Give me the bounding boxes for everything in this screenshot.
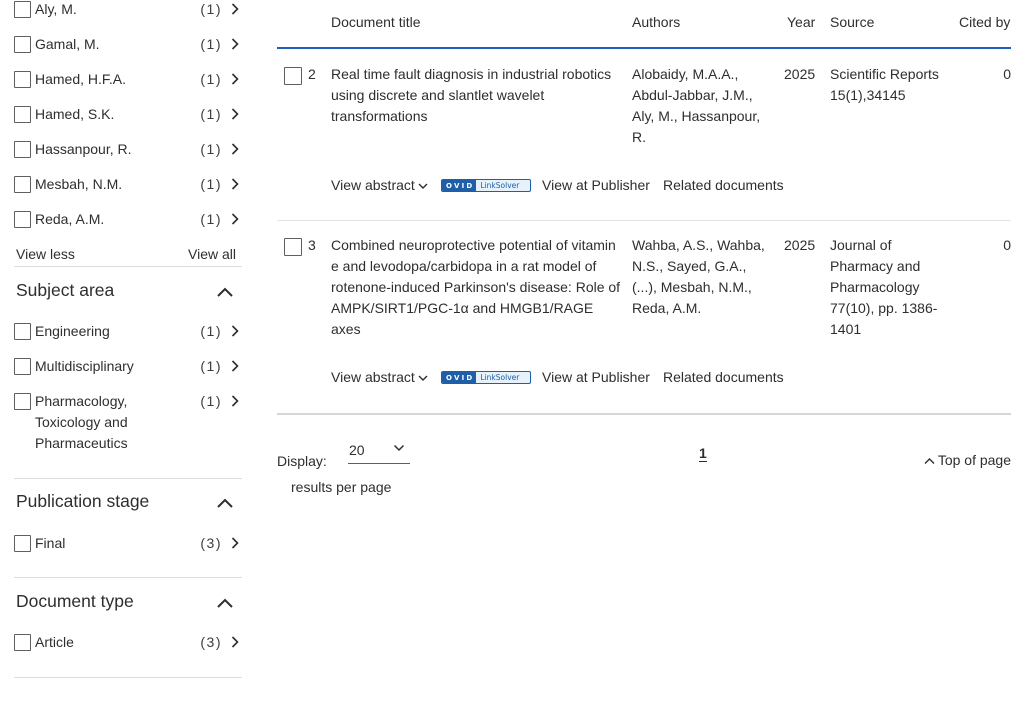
- top-of-page-link[interactable]: [924, 452, 1011, 468]
- results-table: [277, 0, 1011, 723]
- filter-count: (1): [200, 141, 222, 157]
- results-per-page-select[interactable]: [348, 440, 410, 464]
- filter-count: (1): [200, 1, 222, 17]
- filter-label: Hassanpour, R.: [35, 141, 132, 157]
- chevron-right-icon[interactable]: [228, 324, 242, 338]
- divider: [14, 677, 242, 678]
- chevron-right-icon[interactable]: [228, 359, 242, 373]
- authors-cell[interactable]: Alobaidy, M.A.A., Abdul-Jabbar, J.M., Aly, M., Hassanpour, R.: [632, 66, 761, 145]
- checkbox[interactable]: [14, 323, 31, 340]
- chevron-up-icon[interactable]: [214, 492, 236, 514]
- checkbox[interactable]: [14, 1, 31, 18]
- document-title-link[interactable]: Real time fault diagnosis in industrial robotics using discrete and slantlet wavelet transformations: [331, 66, 612, 124]
- filter-count: (1): [200, 323, 222, 339]
- top-of-page-label: Top of page: [937, 452, 1011, 468]
- cited-by-count: 0: [1003, 237, 1011, 253]
- checkbox[interactable]: [14, 176, 31, 193]
- view-abstract-label: View abstract: [331, 369, 415, 385]
- filter-label: Engineering: [35, 323, 110, 339]
- row-number: 3: [308, 237, 316, 253]
- checkbox[interactable]: [14, 358, 31, 375]
- divider: [14, 266, 242, 267]
- row-number: 2: [308, 66, 316, 82]
- filter-label: Hamed, H.F.A.: [35, 71, 127, 87]
- column-header-source[interactable]: Source: [830, 14, 875, 30]
- checkbox[interactable]: [14, 106, 31, 123]
- section-title: Publication stage: [16, 491, 150, 511]
- filter-count: (1): [200, 176, 222, 192]
- filter-count: (1): [200, 358, 222, 374]
- filter-count: (1): [200, 36, 222, 52]
- row-divider: [277, 220, 1011, 221]
- filter-label: Final: [35, 535, 66, 551]
- checkbox[interactable]: [14, 71, 31, 88]
- view-toggle-row: [16, 246, 236, 266]
- filter-label: Hamed, S.K.: [35, 106, 115, 122]
- filter-count: (3): [200, 535, 222, 551]
- filter-sidebar: [0, 0, 250, 723]
- checkbox[interactable]: [14, 36, 31, 53]
- view-all-link[interactable]: View all: [188, 246, 236, 262]
- row-actions: [331, 177, 931, 197]
- filter-count: (3): [200, 634, 222, 650]
- cited-by-count: 0: [1003, 66, 1011, 82]
- chevron-right-icon[interactable]: [228, 212, 242, 226]
- checkbox[interactable]: [14, 393, 31, 410]
- view-at-publisher-link[interactable]: View at Publisher: [542, 177, 650, 193]
- filter-label: Aly, M.: [35, 1, 77, 17]
- subject-area-header: [16, 280, 242, 306]
- chevron-right-icon[interactable]: [228, 177, 242, 191]
- row-divider: [277, 413, 1011, 415]
- chevron-down-icon: [418, 374, 428, 382]
- per-page-value: 20: [349, 442, 365, 458]
- column-header-authors[interactable]: Authors: [632, 14, 681, 30]
- source-cell[interactable]: Journal of Pharmacy and Pharmacology 77(10), pp. 1386-1401: [830, 237, 938, 337]
- display-label: Display:: [277, 453, 327, 469]
- authors-cell[interactable]: Wahba, A.S., Wahba, N.S., Sayed, G.A., (...), Mesbah, N.M., Reda, A.M.: [632, 237, 765, 316]
- linksolver-label: LinkSolver: [480, 181, 520, 190]
- year-cell: 2025: [784, 66, 816, 82]
- source-cell[interactable]: Scientific Reports 15(1),34145: [830, 66, 939, 103]
- filter-count: (1): [200, 211, 222, 227]
- chevron-right-icon[interactable]: [228, 72, 242, 86]
- checkbox[interactable]: [14, 634, 31, 651]
- filter-label: Reda, A.M.: [35, 211, 105, 227]
- chevron-right-icon[interactable]: [228, 635, 242, 649]
- chevron-up-icon[interactable]: [214, 592, 236, 614]
- view-abstract-button[interactable]: [331, 177, 428, 193]
- row-checkbox[interactable]: [284, 67, 302, 85]
- filter-label: Pharmacology, Toxicology and Pharmaceutics: [35, 393, 128, 451]
- chevron-right-icon[interactable]: [228, 394, 242, 408]
- results-per-page-label: results per page: [291, 479, 392, 495]
- related-documents-link[interactable]: Related documents: [663, 177, 784, 193]
- section-title: Subject area: [16, 280, 115, 300]
- chevron-up-icon[interactable]: [214, 281, 236, 303]
- chevron-right-icon[interactable]: [228, 37, 242, 51]
- chevron-right-icon[interactable]: [228, 107, 242, 121]
- filter-label: Article: [35, 634, 74, 650]
- column-header-title[interactable]: Document title: [331, 14, 421, 30]
- filter-label: Mesbah, N.M.: [35, 176, 123, 192]
- column-header-year[interactable]: Year: [787, 14, 816, 30]
- header-rule: [277, 47, 1011, 49]
- ovid-logo-text: OVID: [442, 372, 476, 383]
- ovid-linksolver-button[interactable]: [441, 179, 531, 192]
- view-less-link[interactable]: View less: [16, 246, 75, 262]
- checkbox[interactable]: [14, 535, 31, 552]
- row-checkbox[interactable]: [284, 238, 302, 256]
- ovid-linksolver-button[interactable]: [441, 371, 531, 384]
- divider: [14, 478, 242, 479]
- chevron-down-icon: [393, 443, 405, 453]
- filter-subject-pharmacology[interactable]: [14, 391, 242, 455]
- checkbox[interactable]: [14, 211, 31, 228]
- filter-label: Gamal, M.: [35, 36, 100, 52]
- filter-count: (1): [200, 71, 222, 87]
- filter-count: (1): [200, 106, 222, 122]
- view-at-publisher-link[interactable]: View at Publisher: [542, 369, 650, 385]
- related-documents-link[interactable]: Related documents: [663, 369, 784, 385]
- linksolver-label: LinkSolver: [480, 373, 520, 382]
- chevron-down-icon: [418, 182, 428, 190]
- document-type-header: [16, 591, 242, 617]
- row-actions: [331, 369, 931, 389]
- chevron-right-icon[interactable]: [228, 536, 242, 550]
- filter-label: Multidisciplinary: [35, 358, 134, 374]
- page-number-current[interactable]: 1: [699, 445, 707, 461]
- view-abstract-label: View abstract: [331, 177, 415, 193]
- divider: [14, 577, 242, 578]
- year-cell: 2025: [784, 237, 816, 253]
- chevron-right-icon[interactable]: [228, 142, 242, 156]
- chevron-up-icon: [924, 457, 935, 465]
- ovid-logo-text: OVID: [442, 180, 476, 191]
- column-header-cited-by[interactable]: Cited by: [959, 14, 1011, 30]
- view-abstract-button[interactable]: [331, 369, 428, 385]
- chevron-right-icon[interactable]: [228, 2, 242, 16]
- publication-stage-header: [16, 491, 242, 517]
- filter-count: (1): [200, 393, 222, 409]
- section-title: Document type: [16, 591, 134, 611]
- checkbox[interactable]: [14, 141, 31, 158]
- document-title-link[interactable]: Combined neuroprotective potential of vitamin e and levodopa/carbidopa in a rat model of rotenone-induced Parkinson's disease: Role of AMPK/SIRT1/PGC-1α and HMGB1/RAGE axes: [331, 237, 621, 337]
